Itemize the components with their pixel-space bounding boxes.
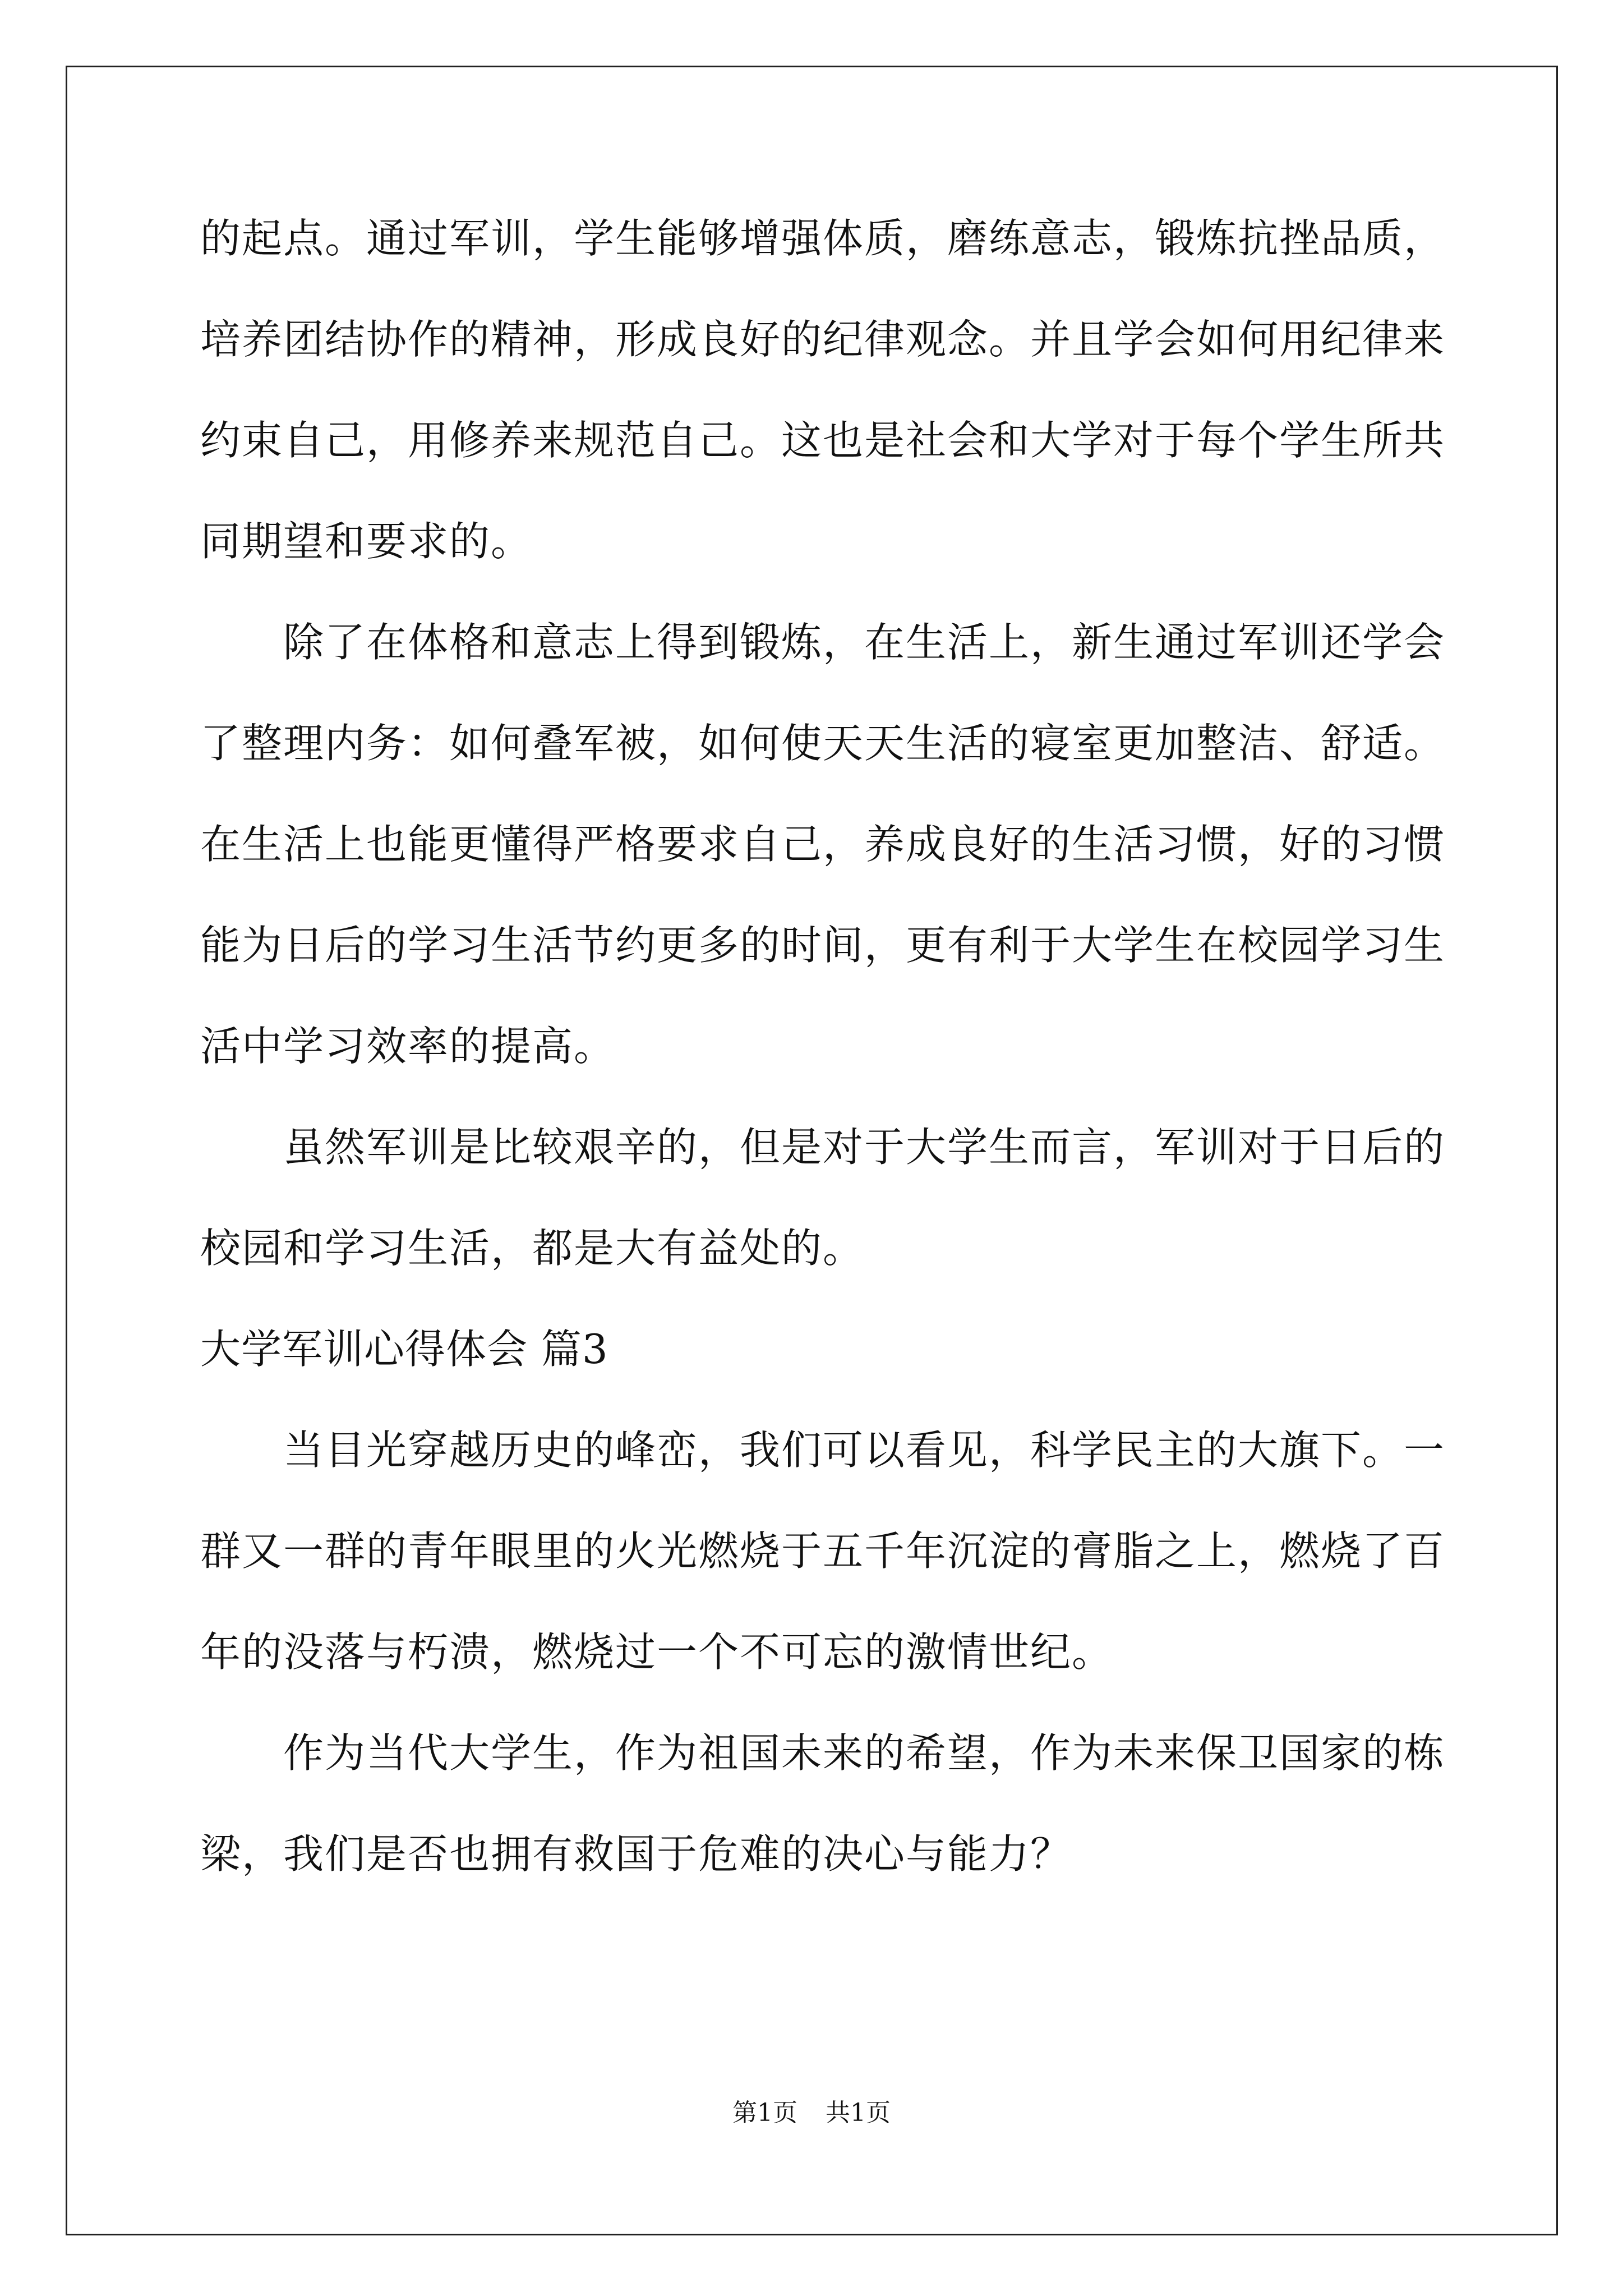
paragraph-line: 的起点。通过军训，学生能够增强体质，磨练意志，锻炼抗挫品质， [200, 215, 1446, 262]
section-heading: 大学军训心得体会 篇3 [200, 1326, 608, 1373]
paragraph-line: 在生活上也能更懂得严格要求自己，养成良好的生活习惯，好的习惯 [200, 821, 1446, 868]
document-body [200, 213, 1446, 1930]
page-number-total: 共1页 [826, 2099, 891, 2127]
paragraph-line: 群又一群的青年眼里的火光燃烧于五千年沉淀的膏脂之上，燃烧了百 [200, 1527, 1446, 1575]
paragraph-line: 能为日后的学习生活节约更多的时间，更有利于大学生在校园学习生 [200, 922, 1446, 969]
paragraph-line: 当目光穿越历史的峰峦，我们可以看见，科学民主的大旗下。一 [283, 1427, 1446, 1474]
page-footer [0, 2098, 1623, 2128]
paragraph-line: 同期望和要求的。 [200, 518, 533, 565]
paragraph-line: 活中学习效率的提高。 [200, 1023, 616, 1070]
paragraph-line: 作为当代大学生，作为祖国未来的希望，作为未来保卫国家的栋 [283, 1729, 1446, 1777]
paragraph-line: 年的没落与朽溃，燃烧过一个不可忘的激情世纪。 [200, 1628, 1114, 1676]
paragraph-line: 梁，我们是否也拥有救国于危难的决心与能力？ [200, 1830, 1072, 1878]
paragraph-line: 了整理内务：如何叠军被，如何使天天生活的寝室更加整洁、舒适。 [200, 720, 1446, 767]
paragraph-line: 培养团结协作的精神，形成良好的纪律观念。并且学会如何用纪律来 [200, 316, 1446, 363]
paragraph-line: 约束自己，用修养来规范自己。这也是社会和大学对于每个学生所共 [200, 417, 1446, 464]
paragraph-line: 校园和学习生活，都是大有益处的。 [200, 1225, 865, 1272]
paragraph-line: 虽然军训是比较艰辛的，但是对于大学生而言，军训对于日后的 [283, 1124, 1446, 1171]
paragraph-line: 除了在体格和意志上得到锻炼，在生活上，新生通过军训还学会 [283, 619, 1446, 666]
page-number-current: 第1页 [732, 2099, 797, 2127]
